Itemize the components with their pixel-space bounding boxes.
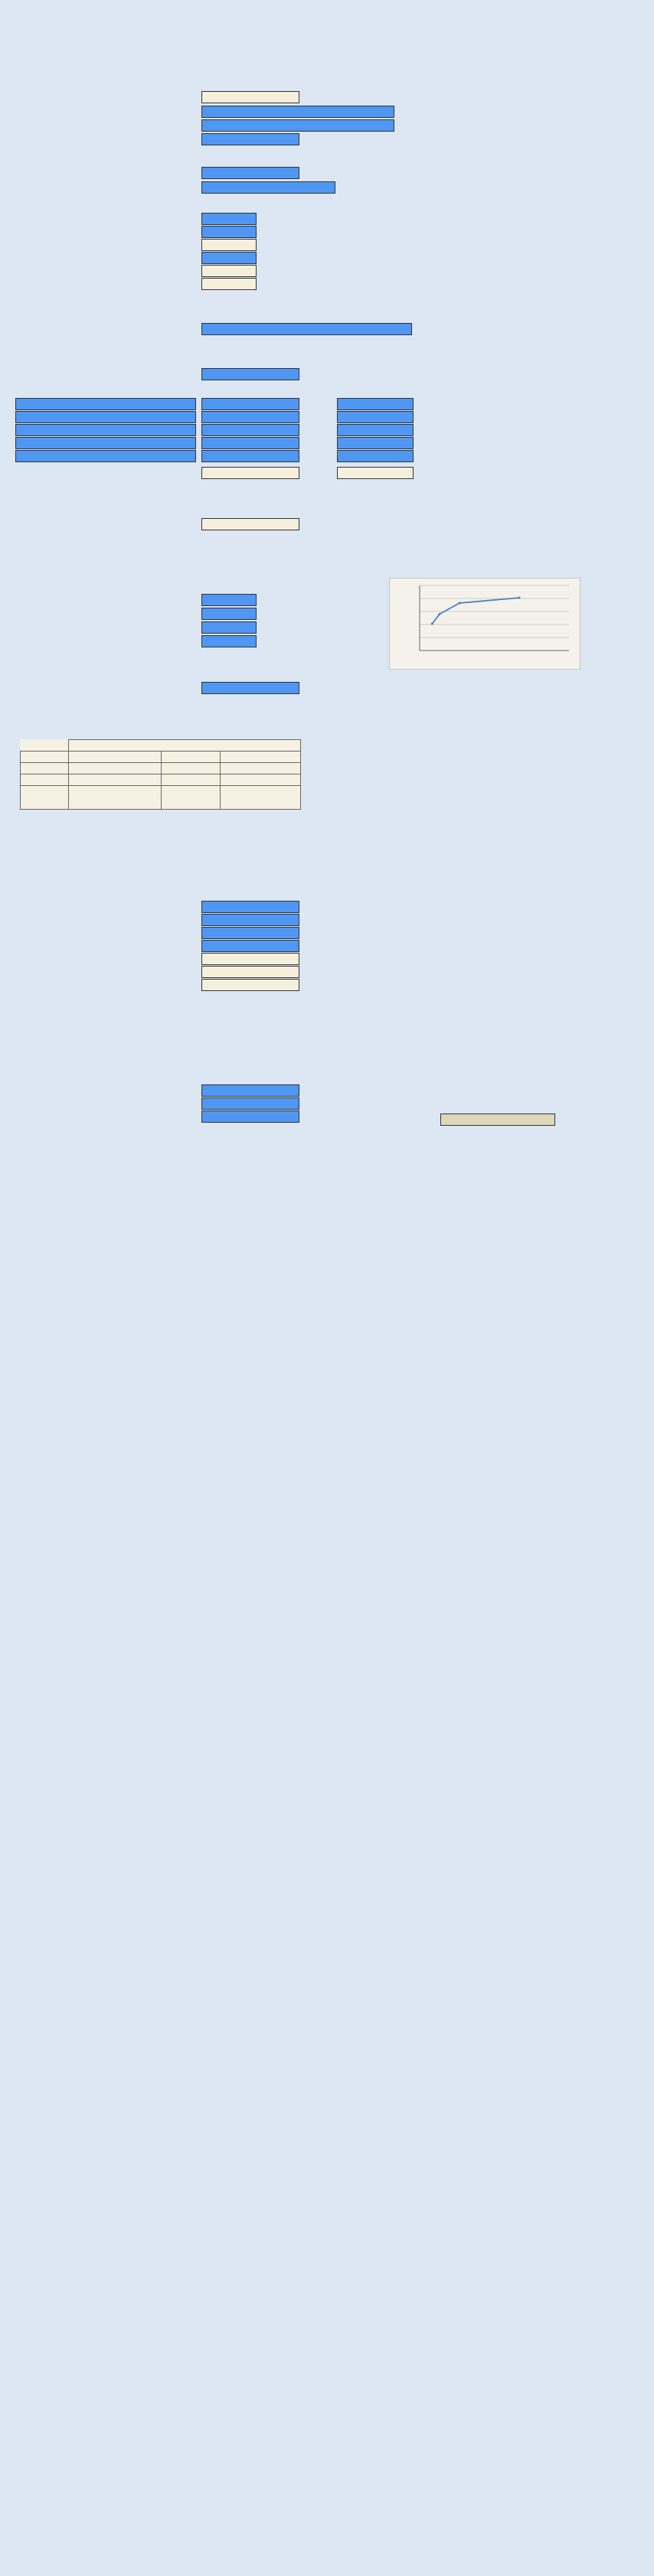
- feed-component-name[interactable]: [15, 450, 196, 462]
- hardness-table-cell: [221, 786, 301, 810]
- hardness-table-cell: [221, 752, 301, 763]
- feed-total[interactable]: [201, 467, 299, 479]
- hardness-table-cell: [21, 752, 69, 763]
- date-field[interactable]: [201, 91, 299, 103]
- feed-component-pct2[interactable]: [337, 411, 414, 423]
- mill-row-value[interactable]: [201, 213, 257, 225]
- feed-component-pct[interactable]: [201, 437, 299, 449]
- feed-component-pct2[interactable]: [337, 437, 414, 449]
- hardness-table-cell: [162, 752, 221, 763]
- societe-field[interactable]: [201, 106, 394, 118]
- residu-field[interactable]: [201, 635, 257, 647]
- param-value[interactable]: [201, 901, 299, 913]
- chart-background: [389, 578, 580, 670]
- accept-select[interactable]: [201, 1097, 299, 1110]
- mill-row-value[interactable]: [201, 226, 257, 238]
- feed-component-pct[interactable]: [201, 450, 299, 462]
- separateur-select[interactable]: [201, 181, 335, 194]
- feed-component-name[interactable]: [15, 411, 196, 423]
- feed-component-name[interactable]: [15, 398, 196, 410]
- hardness-table-cell: [21, 763, 69, 774]
- mill-row-value[interactable]: [201, 239, 257, 251]
- feed-component-pct[interactable]: [201, 398, 299, 410]
- feed-component-pct2[interactable]: [337, 398, 414, 410]
- chart-data-point: [439, 613, 441, 615]
- param-value[interactable]: [201, 966, 299, 978]
- hardness-table-cell: [162, 786, 221, 810]
- mill-row-value[interactable]: [201, 278, 257, 290]
- residu-field[interactable]: [201, 594, 257, 606]
- broyeur-field[interactable]: [201, 133, 299, 145]
- hardness-table-cell: [69, 774, 162, 786]
- mill-row-value[interactable]: [201, 252, 257, 264]
- hardness-table-cell: [162, 763, 221, 774]
- param-value[interactable]: [201, 979, 299, 991]
- feed-component-name[interactable]: [15, 424, 196, 436]
- feed-component-pct2[interactable]: [337, 424, 414, 436]
- residu-field[interactable]: [201, 608, 257, 620]
- chart-data-point: [431, 623, 433, 625]
- ciment-select[interactable]: [201, 323, 412, 335]
- hardness-table-cell: [69, 752, 162, 763]
- feed-component-name[interactable]: [15, 437, 196, 449]
- accept-select[interactable]: [201, 1110, 299, 1123]
- mill-row-value[interactable]: [201, 265, 257, 277]
- hardness-table-cell: [21, 774, 69, 786]
- debit-reel-field[interactable]: [201, 518, 299, 530]
- chart-data-point: [459, 602, 461, 604]
- hardness-table-cell: [162, 774, 221, 786]
- circuit-select[interactable]: [201, 167, 299, 179]
- residu-field[interactable]: [201, 621, 257, 634]
- feed-component-pct[interactable]: [201, 424, 299, 436]
- hardness-table-cell: [221, 774, 301, 786]
- hardness-table-cell: [221, 763, 301, 774]
- appoints-header[interactable]: [440, 1114, 555, 1126]
- hardness-table-title: [69, 740, 301, 752]
- durete-field[interactable]: [201, 682, 299, 694]
- param-value[interactable]: [201, 940, 299, 952]
- accept-select[interactable]: [201, 1084, 299, 1097]
- param-value[interactable]: [201, 914, 299, 926]
- hardness-table-cell: [69, 786, 162, 810]
- cimenterie-field[interactable]: [201, 119, 394, 132]
- feed-component-pct[interactable]: [201, 411, 299, 423]
- hardness-table-cell: [21, 786, 69, 810]
- param-value[interactable]: [201, 927, 299, 939]
- feed-total2[interactable]: [337, 467, 414, 479]
- param-value[interactable]: [201, 953, 299, 965]
- debit-field[interactable]: [201, 368, 299, 380]
- hardness-table-cell: [69, 763, 162, 774]
- granulometry-chart: [389, 578, 580, 670]
- hardness-table: [20, 739, 301, 810]
- chart-data-point: [518, 597, 521, 599]
- feed-component-pct2[interactable]: [337, 450, 414, 462]
